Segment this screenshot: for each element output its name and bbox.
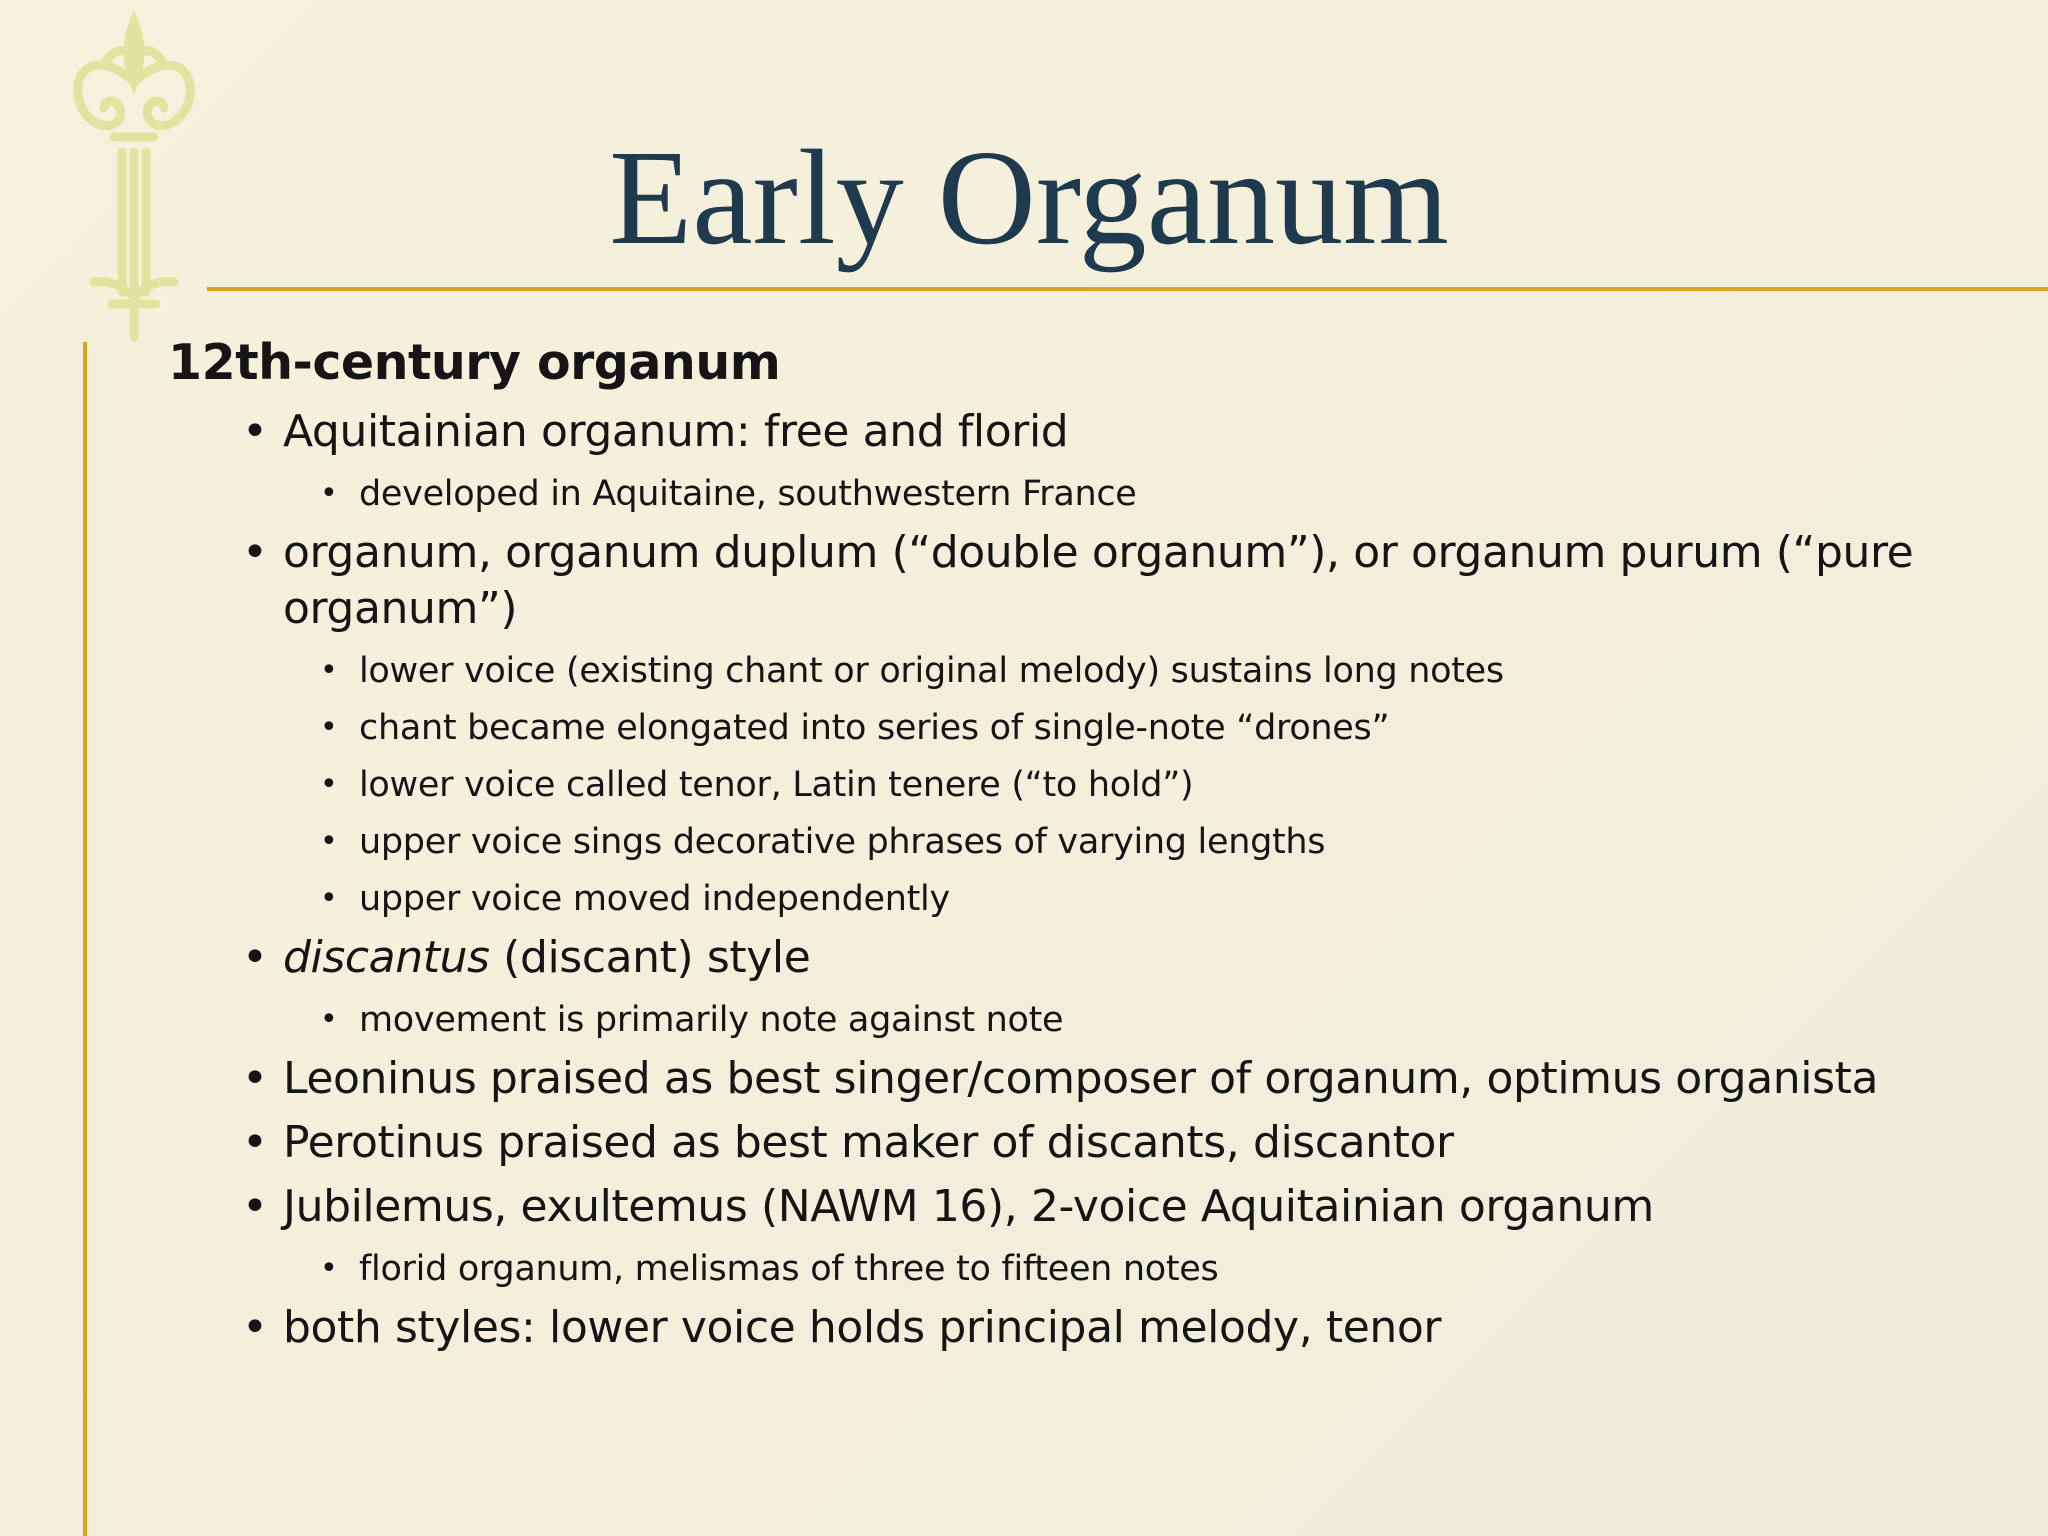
list-item-text: (discant) style	[489, 932, 811, 983]
bullet-icon: •	[320, 476, 338, 511]
sub-list-item	[168, 648, 1928, 694]
bullet-icon: •	[320, 710, 338, 745]
slide-content	[168, 330, 1928, 1356]
sub-list-item-text: florid organum, melismas of three to fifteen notes	[359, 1249, 1219, 1289]
bullet-icon: •	[242, 1117, 268, 1168]
sub-list-item-text: chant became elongated into series of single-note “drones”	[359, 708, 1390, 748]
list-item-text: Aquitainian organum: free and florid	[283, 406, 1069, 457]
sub-list-item	[168, 876, 1928, 922]
bullet-icon: •	[242, 1053, 268, 1104]
list-item	[168, 930, 1928, 986]
list-item	[168, 525, 1928, 637]
list-item	[168, 1115, 1928, 1171]
sub-list-item	[168, 705, 1928, 751]
sub-list-item-text: movement is primarily note against note	[359, 1000, 1064, 1040]
bullet-icon: •	[320, 767, 338, 802]
sub-list-item-text: upper voice sings decorative phrases of varying lengths	[359, 822, 1326, 862]
sub-list-item-text: upper voice moved independently	[359, 879, 950, 919]
list-item-italic-term: discantus	[283, 932, 490, 983]
list-item	[168, 1179, 1928, 1235]
list-item-text: organum, organum duplum (“double organum”), or organum purum (“pure organum”)	[283, 527, 1914, 634]
bullet-icon: •	[320, 1002, 338, 1037]
list-item	[168, 1300, 1928, 1356]
bullet-icon: •	[320, 1251, 338, 1286]
bullet-icon: •	[320, 653, 338, 688]
section-heading: 12th-century organum	[168, 334, 781, 391]
list-item	[168, 404, 1928, 460]
list-item-text: Perotinus praised as best maker of discants, discantor	[283, 1117, 1454, 1168]
list-item-text: Jubilemus, exultemus (NAWM 16), 2-voice Aquitainian organum	[283, 1181, 1654, 1232]
sub-list-item	[168, 997, 1928, 1043]
page-title: Early Organum	[609, 123, 1449, 273]
sub-list-item	[168, 1246, 1928, 1292]
bullet-icon: •	[242, 1181, 268, 1232]
bullet-icon: •	[242, 1302, 268, 1353]
list-item-text: both styles: lower voice holds principal melody, tenor	[283, 1302, 1442, 1353]
sub-list-item	[168, 762, 1928, 808]
title-divider	[207, 287, 2048, 291]
bullet-icon: •	[320, 824, 338, 859]
bullet-icon: •	[242, 527, 268, 578]
bullet-icon: •	[242, 406, 268, 457]
bullet-icon: •	[242, 932, 268, 983]
sub-list-item	[168, 819, 1928, 865]
sub-list-item-text: developed in Aquitaine, southwestern France	[359, 474, 1137, 514]
bullet-icon: •	[320, 881, 338, 916]
list-item-text: Leoninus praised as best singer/composer of organum, optimus organista	[283, 1053, 1879, 1104]
sub-list-item-text: lower voice (existing chant or original melody) sustains long notes	[359, 651, 1504, 691]
sub-list-item-text: lower voice called tenor, Latin tenere (“to hold”)	[359, 765, 1194, 805]
left-vertical-rule	[83, 342, 87, 1536]
sub-list-item	[168, 471, 1928, 517]
list-item	[168, 1051, 1928, 1107]
